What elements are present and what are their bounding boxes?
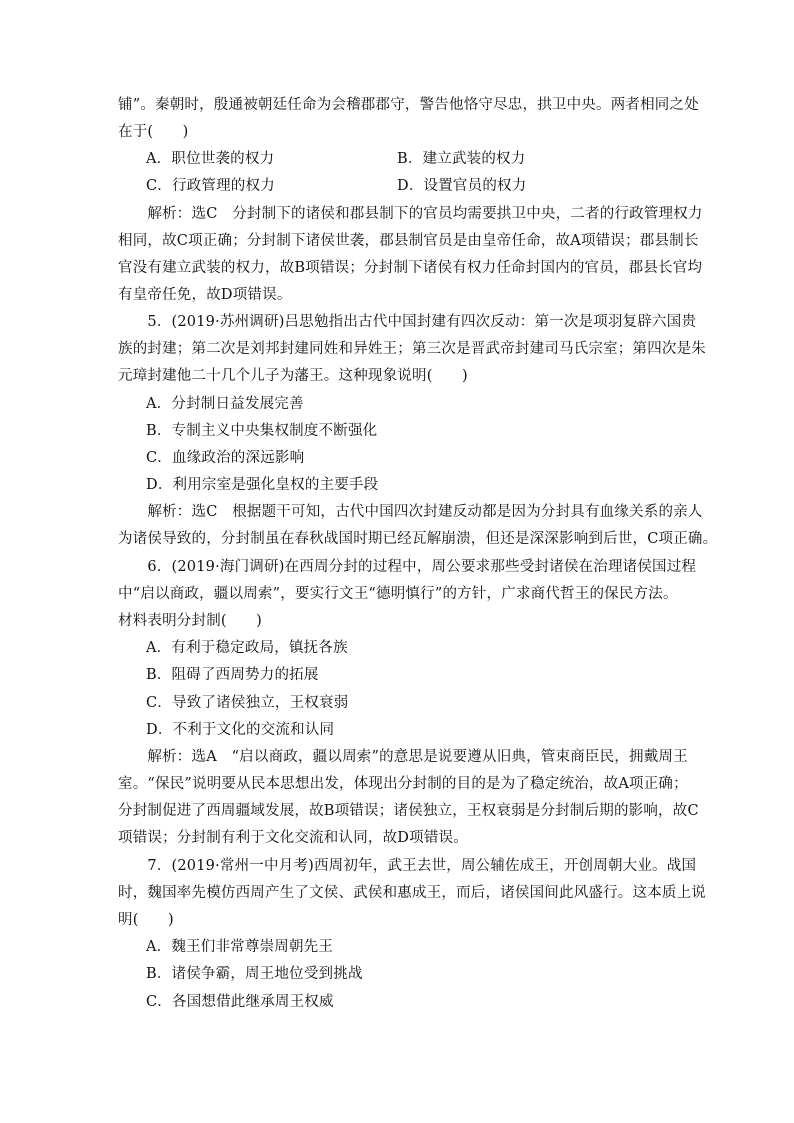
text-line: 铺”。秦朝时，殷通被朝廷任命为会稽郡郡守，警告他恪守尽忠，拱卫中央。两者相同之处 xyxy=(118,97,699,113)
analysis-line: 为诸侯导致的，分封制虽在春秋战国时期已经瓦解崩溃，但还是深深影响到后世，C项正确。 xyxy=(118,531,718,547)
analysis-line: 室。“保民”说明要从民本思想出发，体现出分封制的目的是为了稳定统治，故A项正确； xyxy=(118,776,688,792)
question-line: 材料表明分封制( ) xyxy=(118,613,263,629)
question-5: 5．(2019·苏州调研)吕思勉指出古代中国封建有四次反动：第一次是项羽复辟六国贵 xyxy=(118,314,697,330)
question-line: 中“启以商政，疆以周索”，要实行文王“德明慎行”的方针，广求商代哲王的保民方法。 xyxy=(118,586,678,602)
question-7: 7．(2019·常州一中月考)西周初年，武王去世，周公辅佐成王，开创周朝大业。战国 xyxy=(118,858,697,874)
option-c: C．行政管理的权力 xyxy=(146,178,275,194)
option-a: A．有利于稳定政局，镇抚各族 xyxy=(146,640,348,656)
option-a: A．职位世袭的权力 xyxy=(146,151,275,167)
option-d: D．不利于文化的交流和认同 xyxy=(146,722,335,738)
question-line: 元璋封建他二十几个儿子为藩王。这种现象说明( ) xyxy=(118,368,468,384)
question-6: 6．(2019·海门调研)在西周分封的过程中，周公要求那些受封诸侯在治理诸侯国过程 xyxy=(118,559,697,575)
text-line: 在于( ) xyxy=(118,124,189,140)
analysis-line: 有皇帝任免，故D项错误。 xyxy=(118,287,292,303)
option-a: A．分封制日益发展完善 xyxy=(146,396,304,412)
question-line: 族的封建；第二次是刘邦封建同姓和异姓王；第三次是晋武帝封建司马氏宗室；第四次是朱 xyxy=(118,341,706,357)
option-c: C．各国想借此继承周王权威 xyxy=(146,994,334,1010)
option-c: C．血缘政治的深远影响 xyxy=(146,450,305,466)
option-b: B．建立武装的权力 xyxy=(397,151,526,167)
option-d: D．设置官员的权力 xyxy=(397,178,527,194)
option-b: B．阻碍了西周势力的拓展 xyxy=(146,667,319,683)
analysis-line: 解析：选A “启以商政，疆以周索”的意思是说要遵从旧典，管束商臣民，拥戴周王 xyxy=(118,749,688,765)
option-b: B．专制主义中央集权制度不断强化 xyxy=(146,423,378,439)
analysis-line: 项错误；分封制有利于文化交流和认同，故D项错误。 xyxy=(118,830,468,846)
analysis-line: 解析：选C 分封制下的诸侯和郡县制下的官员均需要拱卫中央，二者的行政管理权力 xyxy=(118,206,703,222)
analysis-line: 相同，故C项正确；分封制下诸侯世袭，郡县制官员是由皇帝任命，故A项错误；郡县制长 xyxy=(118,233,699,249)
option-a: A．魏王们非常尊崇周朝先王 xyxy=(146,939,334,955)
question-line: 明( ) xyxy=(118,912,174,928)
analysis-line: 官没有建立武装的权力，故B项错误；分封制下诸侯有权力任命封国内的官员，郡县长官均 xyxy=(118,260,703,276)
option-b: B．诸侯争霸，周王地位受到挑战 xyxy=(146,966,363,982)
analysis-line: 分封制促进了西周疆域发展，故B项错误；诸侯独立，王权衰弱是分封制后期的影响，故C xyxy=(118,803,699,819)
option-c: C．导致了诸侯独立，王权衰弱 xyxy=(146,695,349,711)
question-line: 时，魏国率先模仿西周产生了文侯、武侯和惠成王，而后，诸侯国间此风盛行。这本质上说 xyxy=(118,885,706,901)
option-d: D．利用宗室是强化皇权的主要手段 xyxy=(146,477,379,493)
analysis-line: 解析：选C 根据题干可知，古代中国四次封建反动都是因为分封具有血缘关系的亲人 xyxy=(118,504,703,520)
